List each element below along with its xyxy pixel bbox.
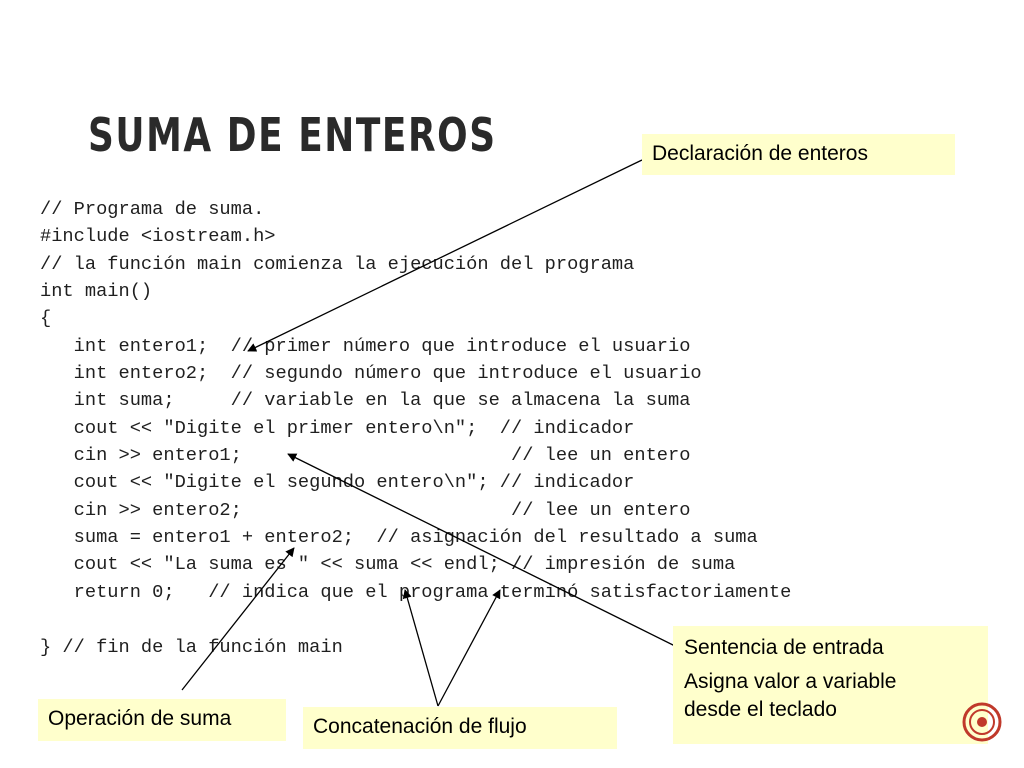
slide-title: SUMA DE ENTEROS — [88, 108, 497, 162]
callout-concatenacion-flujo — [303, 707, 617, 749]
code-line: suma = entero1 + entero2; // asignación del resultado a suma — [40, 526, 758, 549]
code-line: cout << "Digite el primer entero\n"; // indicador — [40, 416, 635, 439]
callout-sentencia-entrada — [673, 626, 988, 744]
arrow-entrada — [288, 454, 675, 646]
code-line: cin >> entero1; // lee un entero — [40, 444, 691, 467]
callout-concatenacion-text: Concatenación de flujo — [313, 715, 527, 738]
code-line: int main() — [40, 280, 153, 303]
callout-declaracion — [642, 134, 955, 175]
code-line: int suma; // variable en la que se almacena la suma — [40, 389, 691, 412]
code-line: #include <iostream.h> — [40, 225, 276, 248]
code-line: // la función main comienza la ejecución del programa — [40, 252, 635, 275]
code-line: cin >> entero2; // lee un entero — [40, 498, 691, 521]
code-line: // Programa de suma. — [40, 198, 265, 220]
code-line: { — [40, 307, 52, 330]
callout-declaracion-text: Declaración de enteros — [652, 142, 868, 165]
code-line: } // fin de la función main — [40, 635, 343, 658]
callout-entrada-desc-1: Asigna valor a variable — [684, 670, 897, 693]
code-line: int entero2; // segundo número que introduce el usuario — [40, 362, 702, 385]
institution-logo — [962, 702, 1002, 742]
arrow-operacion — [182, 548, 294, 690]
arrow-concatenacion-1 — [405, 590, 438, 706]
callout-operacion-suma — [38, 699, 286, 741]
arrow-concatenacion-2 — [438, 590, 500, 706]
code-line: int entero1; // primer número que introduce el usuario — [40, 334, 691, 357]
callout-entrada-desc-2: desde el teclado — [684, 698, 837, 721]
code-line: cout << "La suma es " << suma << endl; // impresión de suma — [40, 553, 736, 576]
code-line: return 0; // indica que el programa terminó satisfactoriamente — [40, 580, 792, 603]
callout-operacion-text: Operación de suma — [48, 707, 232, 730]
callout-entrada-title: Sentencia de entrada — [684, 636, 884, 659]
code-line: cout << "Digite el segundo entero\n"; // indicador — [40, 471, 635, 494]
arrow-declaracion — [248, 160, 642, 351]
